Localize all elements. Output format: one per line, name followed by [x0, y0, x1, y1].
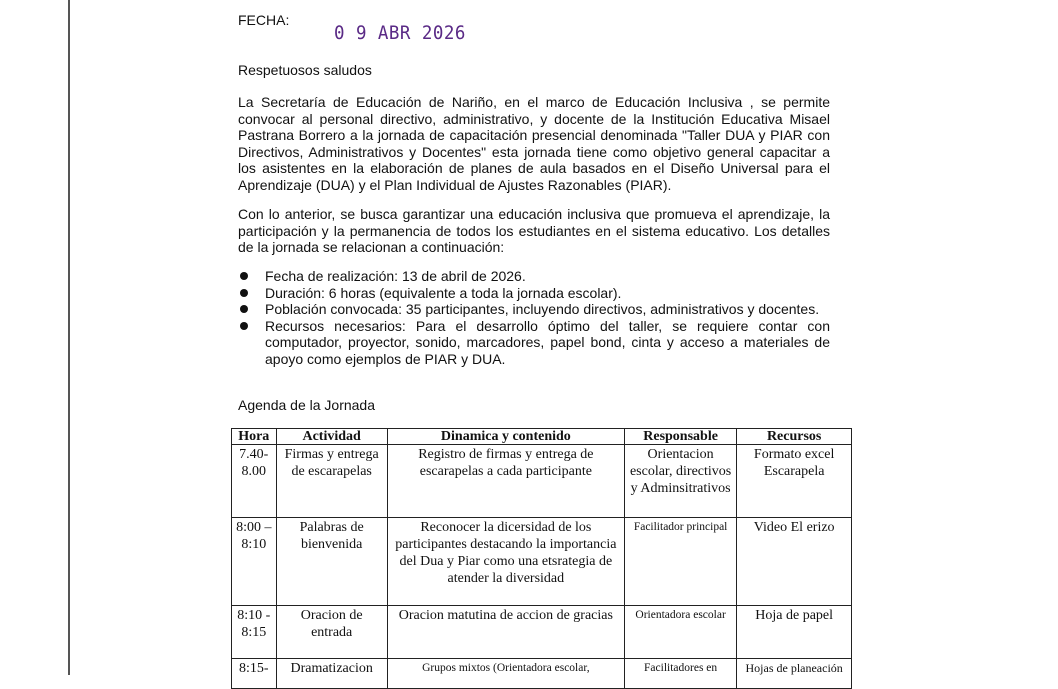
column-header-recursos: Recursos	[737, 429, 852, 445]
cell-recursos: Video El erizo	[737, 518, 852, 606]
cell-hora: 8:10 - 8:15	[232, 606, 277, 659]
column-header-actividad: Actividad	[276, 429, 387, 445]
table-header-row	[232, 429, 852, 445]
table-row	[232, 659, 852, 689]
cell-actividad: Dramatizacion	[276, 659, 387, 689]
details-list	[238, 268, 830, 367]
cell-responsable: Facilitador principal	[624, 518, 736, 606]
cell-dinamica: Grupos mixtos (Orientadora escolar,	[387, 659, 624, 689]
greeting: Respetuosos saludos	[238, 62, 372, 78]
cell-responsable: Facilitadores en	[624, 659, 736, 689]
agenda-table	[231, 428, 852, 689]
cell-hora: 7.40- 8.00	[232, 445, 277, 518]
cell-dinamica: Oracion matutina de accion de gracias	[387, 606, 624, 659]
table-row	[232, 606, 852, 659]
cell-hora: 8:15-	[232, 659, 277, 689]
cell-actividad: Firmas y entrega de escarapelas	[276, 445, 387, 518]
cell-recursos: Formato excel Escarapela	[737, 445, 852, 518]
list-item: Población convocada: 35 participantes, incluyendo directivos, administrativos y docentes.	[238, 301, 830, 318]
cell-dinamica: Registro de firmas y entrega de escarapelas a cada participante	[387, 445, 624, 518]
list-item: Duración: 6 horas (equivalente a toda la jornada escolar).	[238, 285, 830, 302]
fecha-label: FECHA:	[238, 12, 290, 28]
list-item: Recursos necesarios: Para el desarrollo óptimo del taller, se requiere contar con computador, proyector, sonido, marcadores, papel bond, cinta y acceso a materiales de apoyo como ejemplos de PIAR y DUA.	[238, 318, 830, 368]
column-header-responsable: Responsable	[624, 429, 736, 445]
intro-paragraph: La Secretaría de Educación de Nariño, en el marco de Educación Inclusiva , se permite convocar al personal directivo, administrativo, y docente de la Institución Educativa Misael Pastrana Borrero a la jornada de capacitación presencial denominada "Taller DUA y PIAR con Directivos, Administrativos y Docentes" esta jornada tiene como objetivo general capacitar a los asistentes en la elaboración de planes de aula basados en el Diseño Universal para el Aprendizaje (DUA) y el Plan Individual de Ajustes Razonables (PIAR).	[238, 94, 830, 193]
cell-actividad: Palabras de bienvenida	[276, 518, 387, 606]
agenda-title: Agenda de la Jornada	[238, 397, 375, 413]
table-row	[232, 518, 852, 606]
cell-responsable: Orientacion escolar, directivos y Adminsitrativos	[624, 445, 736, 518]
cell-dinamica: Reconocer la dicersidad de los participantes destacando la importancia del Dua y Piar como una etsrategia de atender la diversidad	[387, 518, 624, 606]
list-item: Fecha de realización: 13 de abril de 2026.	[238, 268, 830, 285]
cell-recursos: Hoja de papel	[737, 606, 852, 659]
cell-responsable: Orientadora escolar	[624, 606, 736, 659]
cell-hora: 8:00 – 8:10	[232, 518, 277, 606]
column-header-hora: Hora	[232, 429, 277, 445]
column-header-dinamica: Dinamica y contenido	[387, 429, 624, 445]
cell-actividad: Oracion de entrada	[276, 606, 387, 659]
date-stamp: 0 9 ABR 2026	[334, 22, 466, 44]
table-row	[232, 445, 852, 518]
objective-paragraph: Con lo anterior, se busca garantizar una educación inclusiva que promueva el aprendizaje, la participación y la permanencia de todos los estudiantes en el sistema educativo. Los detalles de la jornada se relacionan a continuación:	[238, 206, 830, 255]
cell-recursos: Hojas de planeación	[737, 659, 852, 689]
